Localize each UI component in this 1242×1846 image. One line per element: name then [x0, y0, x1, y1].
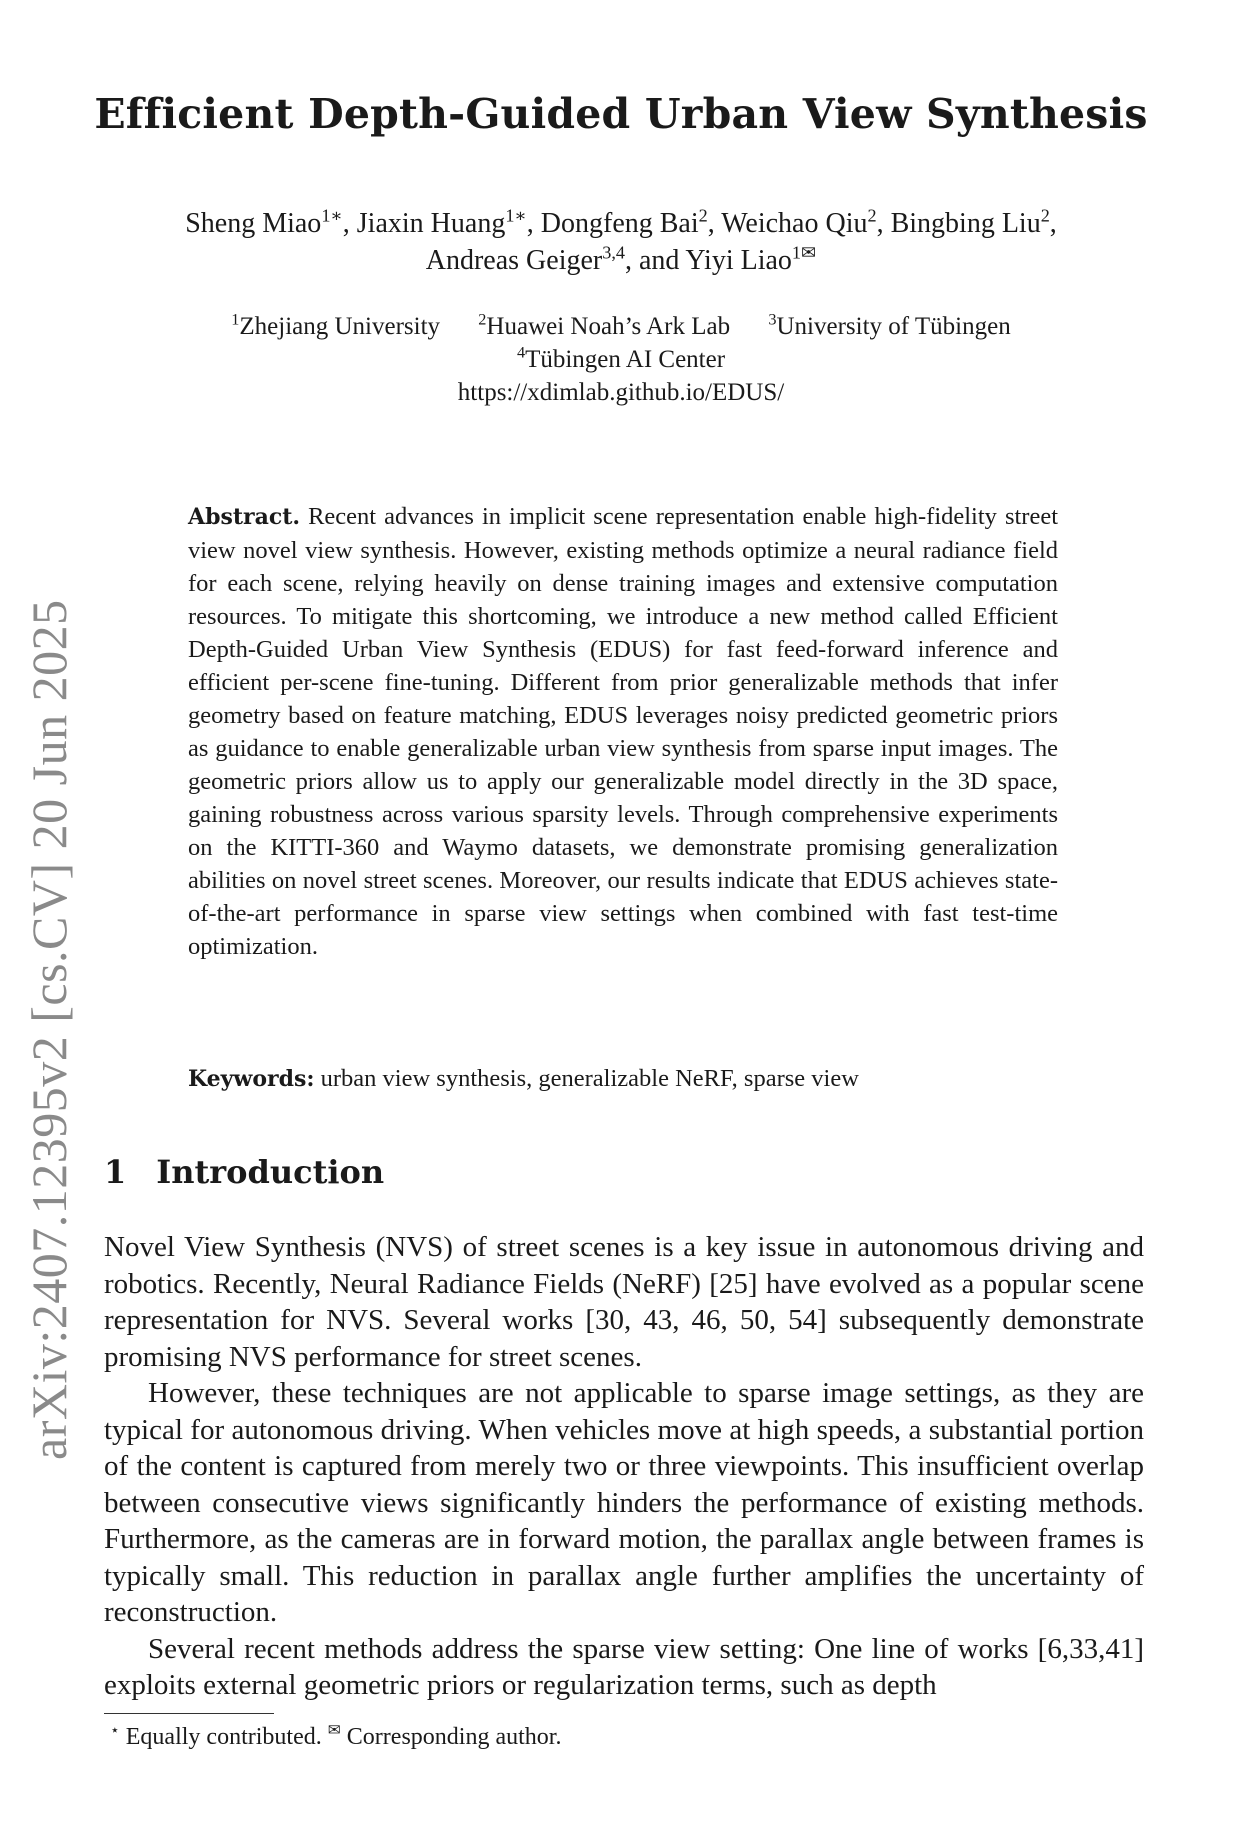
- paragraph: Novel View Synthesis (NVS) of street scenes is a key issue in autonomous driving and robotics. Recently, Neural Radiance Fields (NeRF) [25] have evolved as a popular scene representation for NVS. Several works [30, 43, 46, 50, 54] subsequently demonstrate promising NVS performance for street scenes.: [104, 1231, 1144, 1373]
- footnote-divider: [104, 1713, 274, 1714]
- author-name: Andreas Geiger: [425, 245, 603, 276]
- paragraph: Several recent methods address the sparse view setting: One line of works [6,33,41] exploits external geometric priors or regularization terms, such as depth: [104, 1632, 1144, 1701]
- author-affil-mark: 2: [867, 205, 877, 226]
- section-number: 1: [104, 1153, 127, 1191]
- project-url[interactable]: https://xdimlab.github.io/EDUS/: [457, 379, 785, 406]
- author-affil-mark: 1∗: [505, 205, 527, 226]
- paper-title: Efficient Depth-Guided Urban View Synthesis: [94, 90, 1148, 138]
- author-affil-mark: 2: [1040, 205, 1050, 226]
- author-name: Jiaxin Huang: [356, 208, 506, 239]
- author-affil-mark: 3,4: [602, 242, 625, 263]
- abstract-label: Abstract.: [188, 504, 301, 530]
- affiliation: $^1$Zhejiang University: [231, 310, 441, 340]
- author-line-2: Andreas Geiger$^{3,4}$, and Yiyi Liao$^{1✉}$: [425, 242, 817, 276]
- affiliation-row: [100, 310, 1142, 343]
- author-name: Weichao Qiu: [721, 208, 868, 239]
- author-name: and Yiyi Liao: [638, 245, 792, 276]
- keywords-label: Keywords:: [188, 1066, 315, 1092]
- keywords-text: urban view synthesis, generalizable NeRF, sparse view: [320, 1065, 859, 1092]
- body-text: [104, 1229, 1144, 1704]
- keywords: [188, 1062, 1058, 1096]
- author-affil-mark: 1∗: [321, 205, 343, 226]
- affiliation-row: [100, 343, 1142, 376]
- affiliation: $^2$Huawei Noah’s Ark Lab: [478, 310, 731, 340]
- footnote: [110, 1724, 561, 1751]
- star-mark: ⋆: [110, 1722, 120, 1739]
- author-affil-mark: 1✉: [791, 242, 817, 263]
- section-heading: [104, 1153, 384, 1191]
- paragraph: However, these techniques are not applicable to sparse image settings, as they are typical for autonomous driving. When vehicles move at high speeds, a substantial portion of the content is captured from merely two or three viewpoints. This insufficient overlap between consecutive views significantly hinders the performance of existing methods. Furthermore, as the cameras are in forward motion, the parallax angle between frames is typically small. This reduction in parallax angle further amplifies the uncertainty of reconstruction.: [104, 1377, 1144, 1628]
- author-list: [100, 205, 1142, 279]
- affiliation: $^3$University of Tübingen: [768, 310, 1011, 340]
- section-title: Introduction: [156, 1153, 385, 1191]
- abstract: [188, 500, 1058, 963]
- affiliation: $^4$Tübingen AI Center: [516, 343, 726, 373]
- affiliations: [100, 310, 1142, 409]
- author-affil-mark: 2: [698, 205, 708, 226]
- footnote-corresponding: Corresponding author.: [346, 1724, 562, 1750]
- author-name: Sheng Miao: [185, 208, 322, 239]
- arxiv-identifier: arXiv:2407.12395v2 [cs.CV] 20 Jun 2025: [21, 599, 77, 1460]
- footnote-equal-contribution: Equally contributed.: [125, 1724, 322, 1750]
- abstract-text: Recent advances in implicit scene representation enable high-fidelity street view novel view synthesis. However, existing methods optimize a neural radiance field for each scene, relying heavily on dense training images and extensive computation resources. To mitigate this shortcoming, we introduce a new method called Efficient Depth-Guided Urban View Synthesis (EDUS) for fast feed-forward inference and efficient per-scene fine-tuning. Different from prior generalizable methods that infer geometry based on feature matching, EDUS leverages noisy predicted geometric priors as guidance to enable generalizable urban view synthesis from sparse input images. The geometric priors allow us to apply our generalizable model directly in the 3D space, gaining robustness across various sparsity levels. Through comprehensive experiments on the KITTI-360 and Waymo datasets, we demonstrate promising generalization abilities on novel street scenes. Moreover, our results indicate that EDUS achieves state-of-the-art performance in sparse view settings when combined with fast test-time optimization.: [188, 503, 1059, 960]
- mail-icon: ✉: [327, 1722, 341, 1739]
- author-line-1: Sheng Miao$^{1∗}$, Jiaxin Huang$^{1∗}$, Dongfeng Bai$^2$, Weichao Qiu$^2$, Bingbing Liu$^2$,: [185, 205, 1057, 239]
- author-name: Bingbing Liu: [890, 208, 1041, 239]
- author-name: Dongfeng Bai: [540, 208, 699, 239]
